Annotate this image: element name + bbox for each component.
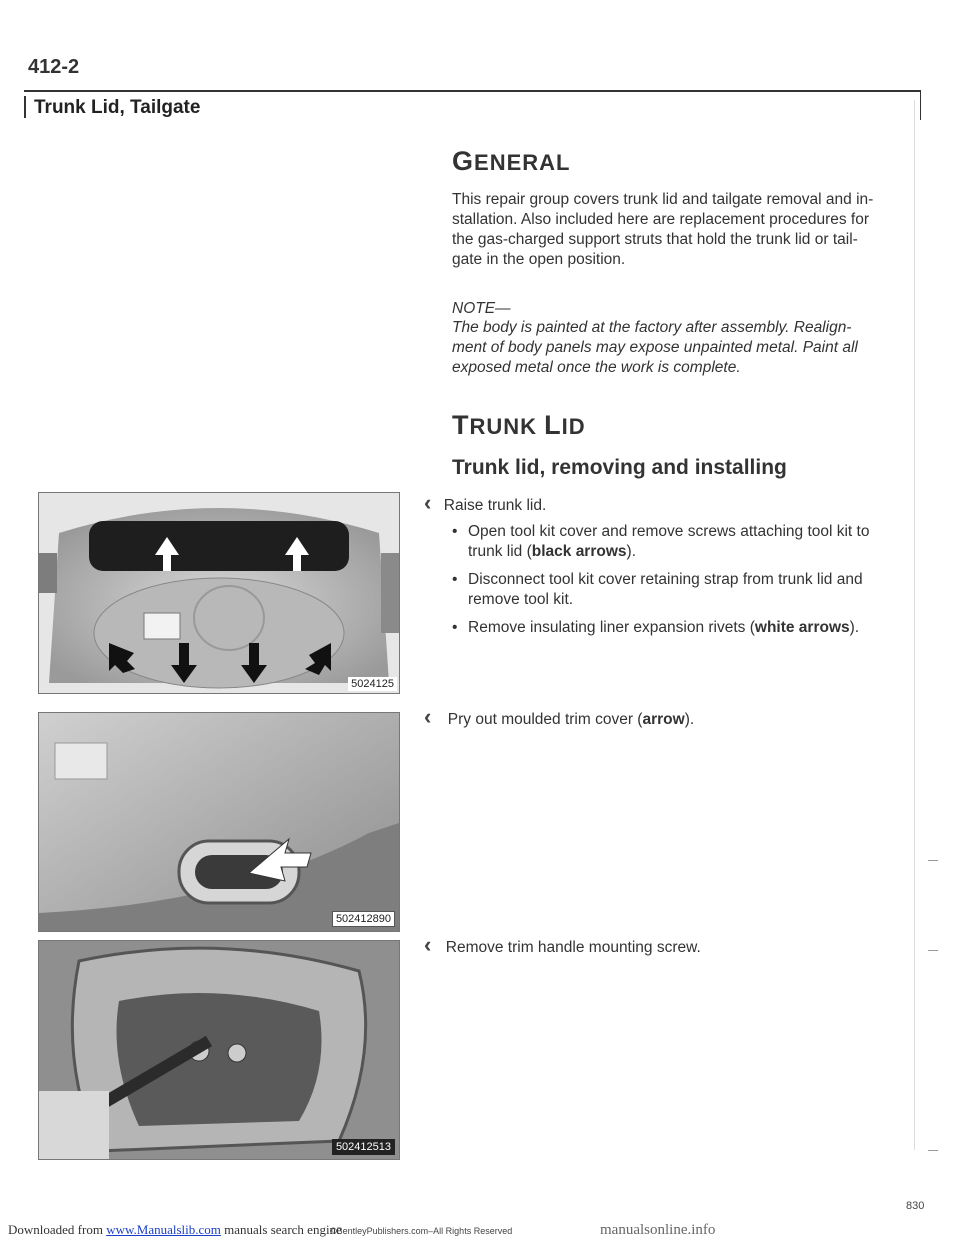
figure-number: 502412890 [332,911,395,927]
procedure-heading: Trunk lid, removing and installing [452,456,787,479]
step-remove-handle-screw [424,932,884,958]
left-pointer-icon: ‹ [424,704,432,729]
margin-tick [928,950,938,951]
note-text: The body is painted at the factory after assembly. Realign- ment of body panels may expose unpainted metal. Paint all exposed metal once the work is complete. [452,319,858,376]
list-item: • Open tool kit cover and remove screws attaching tool kit to trunk lid (black arrows). [452,522,872,562]
step-pry-trim-cover [424,704,884,730]
manualslib-link[interactable]: www.Manualslib.com [106,1222,221,1237]
step-raise-trunk-lid [424,490,884,516]
footer-page-code: 830 [906,1200,925,1212]
figure-trim-cover [38,712,400,932]
site-watermark: manualsonline.info [600,1222,716,1238]
section-title: Trunk Lid, Tailgate [34,97,201,118]
trunk-lid-heading: TRUNK LID [452,410,586,440]
trim-cover-photo [39,713,399,931]
general-intro: This repair group covers trunk lid and tailgate removal and in- stallation. Also included here are replacement procedures for the gas-charged support struts that hold the trunk lid or tail- gate in the open position. [452,191,874,268]
step-text: Pry out moulded trim cover (arrow). [447,711,695,728]
trunk-lid-photo [39,493,399,693]
figure-number: 5024125 [348,677,397,691]
list-item: • Disconnect tool kit cover retaining strap from trunk lid and remove tool kit. [452,570,872,610]
left-pointer-icon: ‹ [424,932,432,957]
margin-line [914,100,915,1150]
page-number: 412-2 [28,56,80,78]
note-label: NOTE— [452,300,511,317]
step-1-bullets [452,522,872,646]
handle-screw-photo [39,941,399,1159]
figure-trunk-lid-toolkit [38,492,400,694]
list-item: • Remove insulating liner expansion rivets (white arrows). [452,618,872,638]
figure-handle-screw [38,940,400,1160]
figure-number: 502412513 [332,1139,395,1155]
step-text: Remove trim handle mounting screw. [445,939,701,956]
left-pointer-icon: ‹ [424,490,432,515]
copyright-notice: ©BentleyPublishers.com–All Rights Reserved [330,1226,513,1236]
general-heading: GENERAL [452,146,571,176]
header-edge [24,96,26,118]
margin-tick [928,1150,938,1151]
step-text: Raise trunk lid. [443,497,547,514]
margin-tick [928,860,938,861]
download-footer: Downloaded from www.Manualslib.com manuals search engine [8,1222,342,1237]
